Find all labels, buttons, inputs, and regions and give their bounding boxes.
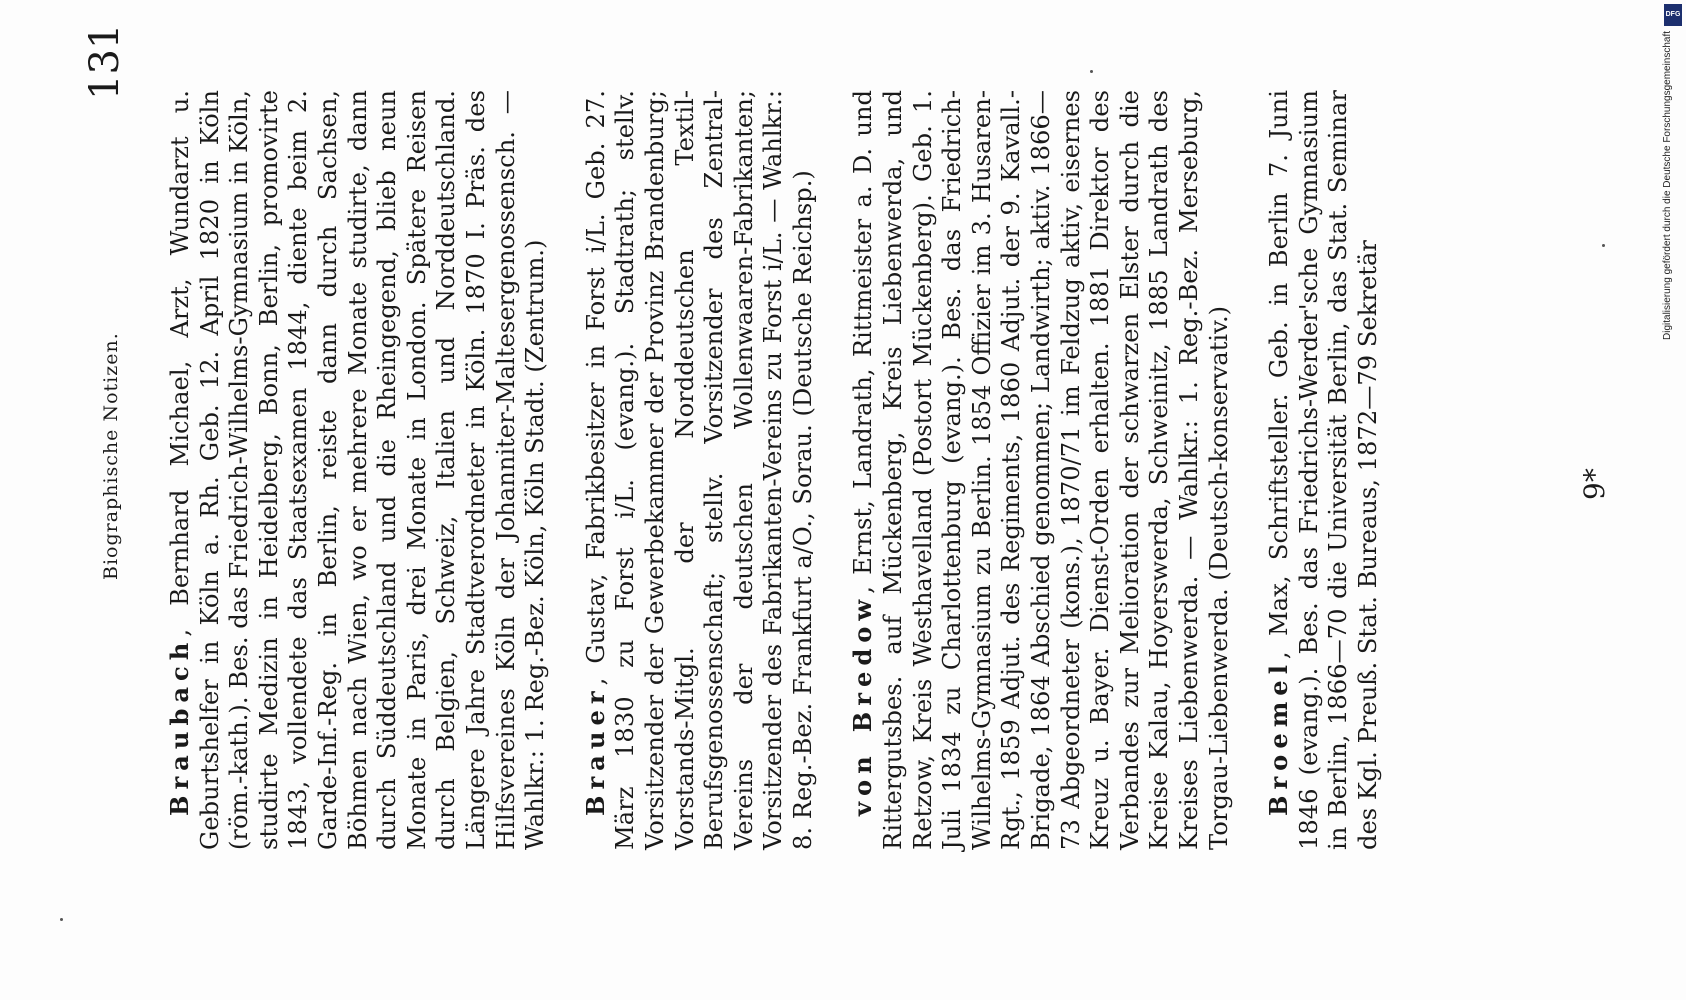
entry-text: , Max, Schriftsteller. Geb. in Berlin 7. Juni 1846 (evang.). Bes. das Friedrichs-Werder'sche Gymnasium in Berlin, 1866—70 die Universität Berlin, das Stat. Seminar des Kgl. Preuß. Stat. Bureaus, 1872—79 Sekretär <box>1265 90 1382 850</box>
biography-entry <box>1264 90 1383 850</box>
entry-name: Brauer <box>580 685 610 816</box>
body-text <box>165 90 1414 850</box>
digitization-note-text: Digitalisierung gefördert durch die Deutsche Forschungsgemeinschaft <box>1662 30 1673 340</box>
entry-name: Braubach <box>165 636 194 816</box>
entry-text: , Gustav, Fabrikbesitzer in Forst i/L. Geb. 27. März 1830 zu Forst i/L. (evang.). Stadtrath; stellv. Vorsitzender der Gewerbekammer der Provinz Brandenburg; Vorstands-Mitgl. der Norddeutschen Textil-Berufsgenossenschaft; stellv. Vorsitzender des Zentral-Vereins der deutschen Wollenwaaren-Fabrikanten; Vorsitzender des Fabrikanten-Vereins zu Forst i/L. — Wahlkr.: 8. Reg.-Bez. Frankfurt a/O., Sorau. (Deutsche Reichsp.) <box>581 90 817 850</box>
page-number: 131 <box>82 23 128 100</box>
entry-text: , Ernst, Landrath, Rittmeister a. D. und Rittergutsbes. auf Mückenberg, Kreis Liebenwerda, und Retzow, Kreis Westhavelland (Postort Mückenberg). Geb. 1. Juli 1834 zu Charlottenburg (evang.). Bes. das Friedrich-Wilhelms-Gymnasium zu Berlin. 1854 Offizier im 3. Husaren-Rgt., 1859 Adjut. des Regiments, 1860 Adjut. der 9. Kavall.-Brigade, 1864 Abschied genommen; Landwirth; aktiv. 1866—73 Abgeordneter (kons.), 1870/71 im Feldzug aktiv, eisernes Kreuz u. Bayer. Dienst-Orden erhalten. 1881 Direktor des Verbandes zur Melioration der schwarzen Elster durch die Kreise Kalau, Hoyerswerda, Schweinitz, 1885 Landrath des Kreises Liebenwerda. — Wahlkr.: 1. Reg.-Bez. Merseburg, Torgau-Liebenwerda. (Deutsch-konservativ.) <box>849 90 1233 850</box>
scan-speck <box>1602 244 1605 247</box>
scan-speck <box>1090 70 1093 73</box>
biography-entry <box>165 90 551 850</box>
scan-speck <box>60 918 63 921</box>
dfg-logo: DFG <box>1664 4 1682 26</box>
page-header <box>80 0 140 1000</box>
biography-entry <box>581 90 819 850</box>
entry-text: , Bernhard Michael, Arzt, Wundarzt u. Geburtshelfer in Köln a. Rh. Geb. 12. April 1820 in Köln (röm.-kath.). Bes. das Friedrich-Wilhelms-Gymnasium in Köln, studirte Medizin in Heidelberg, Bonn, Berlin, promovirte 1843, vollendete das Staatsexamen 1844, diente beim 2. Garde-Inf.-Reg. in Berlin, reiste dann durch Sachsen, Böhmen nach Wien, wo er mehrere Monate studirte, dann durch Süddeutschland und die Rheingegend, blieb neun Monate in Paris, drei Monate in London. Spätere Reisen durch Belgien, Schweiz, Italien und Norddeutschland. Längere Jahre Stadtverordneter in Köln. 1870 I. Präs. des Hilfsvereines Köln der Johanniter-Maltesergenossensch. — Wahlkr.: 1. Reg.-Bez. Köln, Köln Stadt. (Zentrum.) <box>166 90 550 850</box>
entry-name: Broemel <box>1264 659 1294 816</box>
entry-name: von Bredow <box>848 593 878 816</box>
biography-entry <box>848 90 1234 850</box>
running-head: Biographische Notizen. <box>100 332 122 580</box>
signature-mark: 9* <box>1578 468 1611 500</box>
